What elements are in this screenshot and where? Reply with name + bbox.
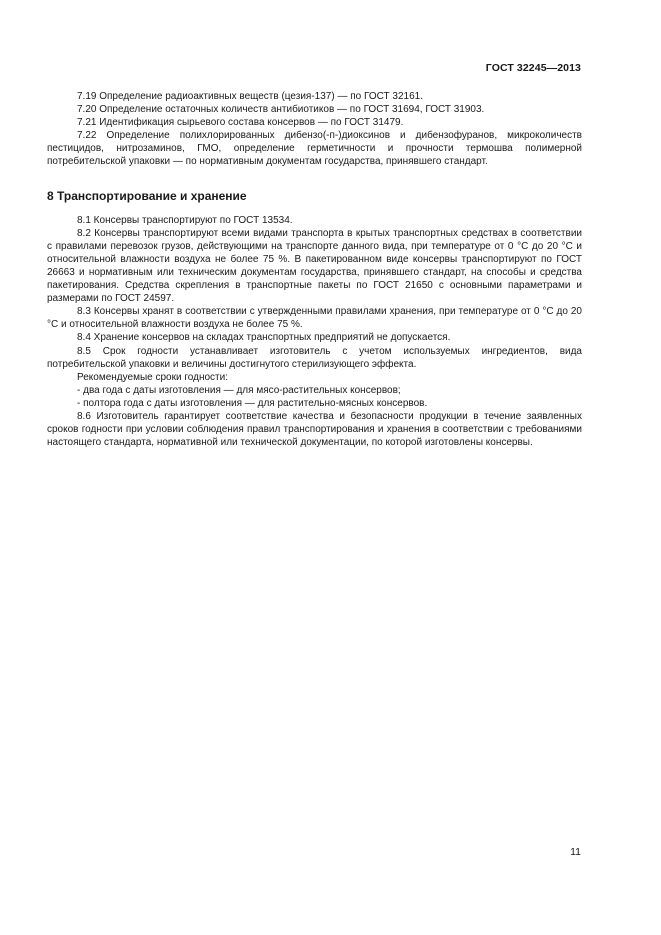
list-item: - два года с даты изготовления — для мясо-растительных консервов;	[77, 384, 401, 396]
clause-7-21: 7.21 Идентификация сырьевого состава консервов — по ГОСТ 31479.	[77, 117, 404, 129]
clause-7-22: 7.22 Определение полихлорированных дибензо(-п-)диоксинов и дибензофуранов, микроколичеств пестицидов, нитрозаминов, ГМО, определение герметичности и прочности термошва полимерной потребительской упаковки — по нормативным документам государства, принявшего стандарт.	[47, 130, 582, 168]
page-content	[47, 90, 582, 449]
clause-8-2: 8.2 Консервы транспортируют всеми видами транспорта в крытых транспортных средствах в соответствии с правилами перевозок грузов, действующими на транспорте данного вида, при температуре от 0 °С до 20 °С и относительной влажности воздуха не более 75 %. В пакетированном виде консервы транспортируют по ГОСТ 26663 и нормативным или техническим документам государства, принявшего стандарт, на способы и средства пакетирования. Средства скрепления в транспортные пакеты по ГОСТ 21650 с основными параметрами и размерами по ГОСТ 24597.	[47, 227, 582, 305]
clause-8-5: 8.5 Срок годности устанавливает изготовитель с учетом используемых ингредиентов, вида потребительской упаковки и величины достигнутого стерилизующего эффекта.	[47, 345, 582, 370]
page-number: 11	[570, 846, 581, 858]
section-8-title: 8 Транспортирование и хранение	[47, 188, 247, 203]
recommended-shelf-life-heading: Рекомендуемые сроки годности:	[77, 371, 228, 383]
document-header-id: ГОСТ 32245—2013	[485, 62, 581, 74]
clause-7-19: 7.19 Определение радиоактивных веществ (цезия-137) — по ГОСТ 32161.	[77, 91, 424, 102]
clause-8-4: 8.4 Хранение консервов на складах транспортных предприятий не допускается.	[77, 332, 451, 344]
list-item: - полтора года с даты изготовления — для растительно-мясных консервов.	[77, 397, 428, 409]
clause-8-1: 8.1 Консервы транспортируют по ГОСТ 13534.	[77, 214, 293, 226]
clause-7-20: 7.20 Определение остаточных количеств антибиотиков — по ГОСТ 31694, ГОСТ 31903.	[77, 104, 485, 116]
clause-8-3: 8.3 Консервы хранят в соответствии с утвержденными правилами хранения, при температуре от 0 °С до 20 °С и относительной влажности воздуха не более 75 %.	[47, 306, 582, 331]
clause-8-6: 8.6 Изготовитель гарантирует соответствие качества и безопасности продукции в течение заявленных сроков годности при условии соблюдения правил транспортирования и хранения в соответствии с требованиями настоящего стандарта, нормативной или технической документации, по которой изготовлены консервы.	[47, 410, 582, 449]
